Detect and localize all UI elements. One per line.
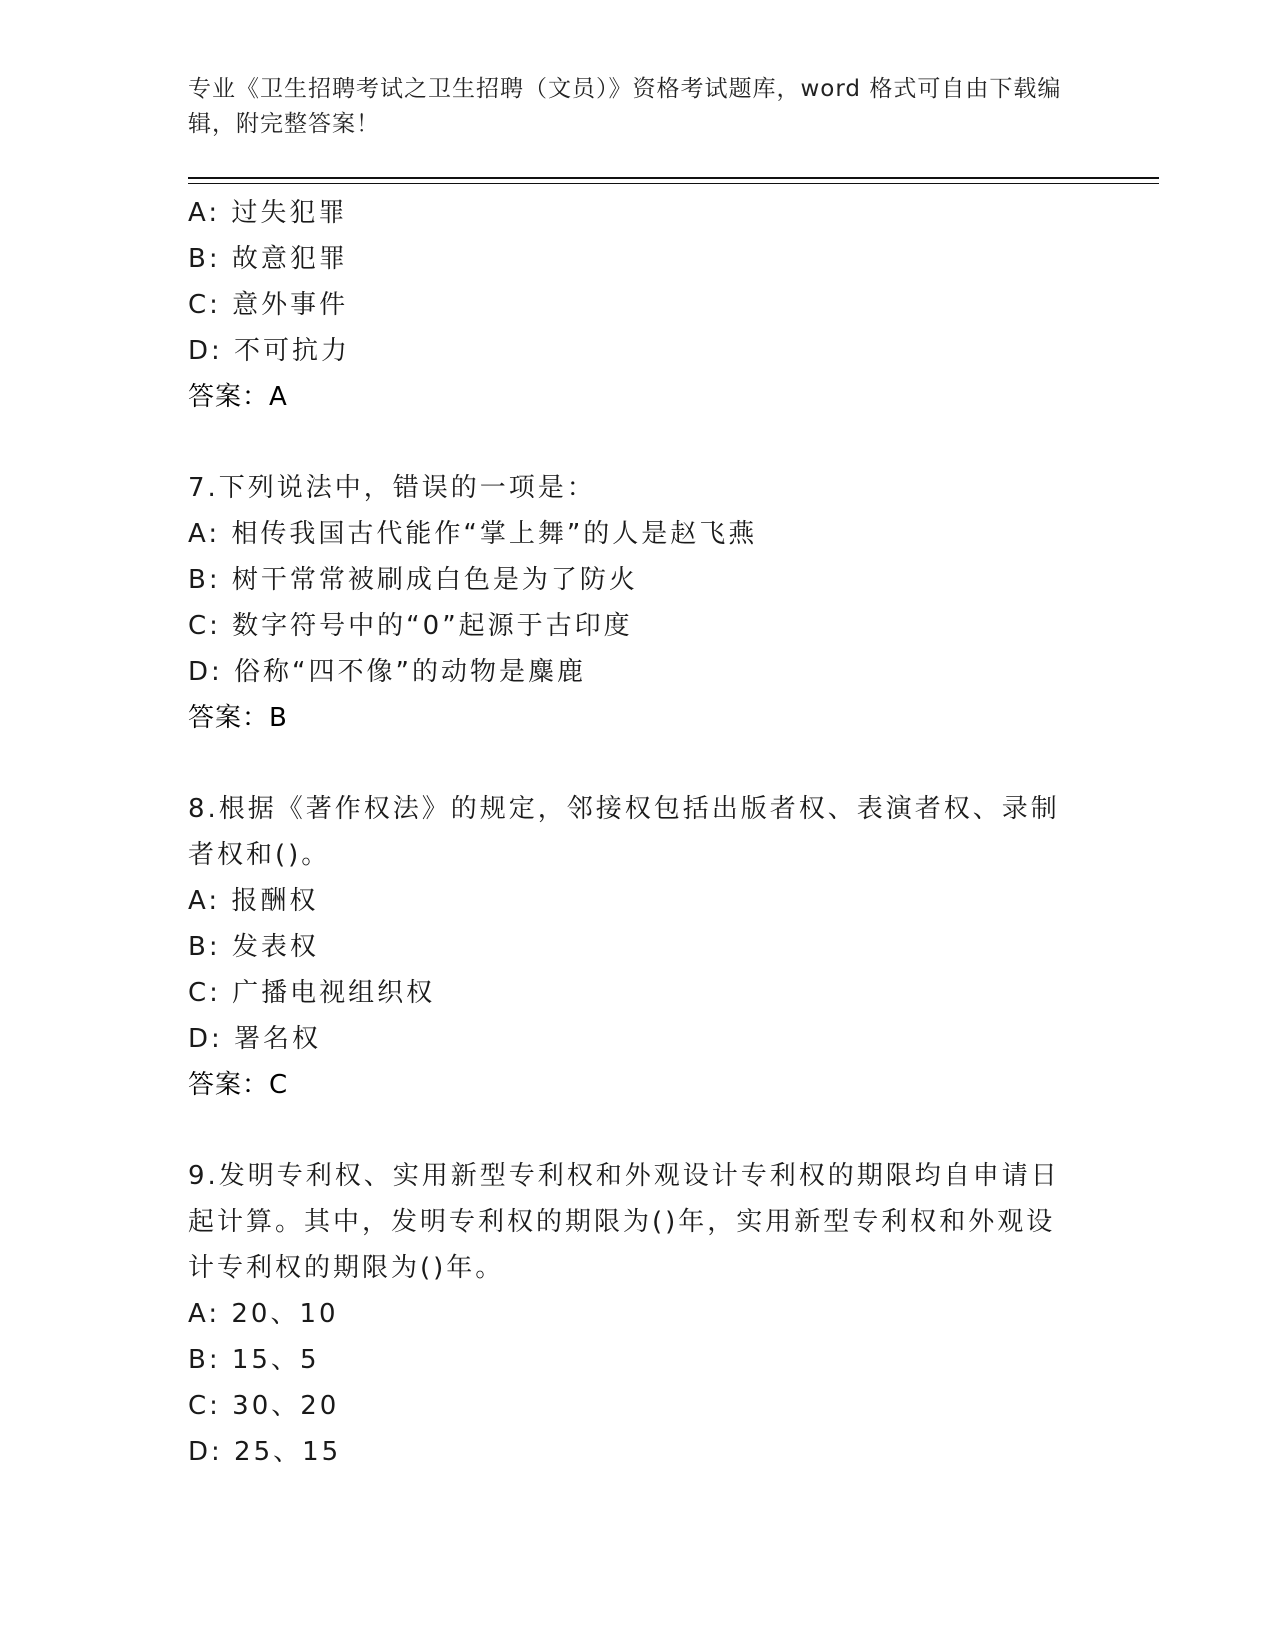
question-7 — [188, 465, 1088, 741]
option-d: D: 25、15 — [188, 1437, 342, 1467]
question-stem: 8.根据《著作权法》的规定，邻接权包括出版者权、表演者权、录制者权和()。 — [188, 794, 1060, 870]
header-divider-thin — [188, 183, 1159, 184]
answer-line: 答案：B — [188, 703, 288, 733]
option-c: C: 广播电视组织权 — [188, 978, 436, 1008]
option-a: A: 20、10 — [188, 1299, 339, 1329]
option-a: A: 过失犯罪 — [188, 198, 348, 228]
option-a: A: 相传我国古代能作“掌上舞”的人是赵飞燕 — [188, 519, 758, 549]
answer-line: 答案：A — [188, 382, 288, 412]
option-c: C: 意外事件 — [188, 290, 349, 320]
option-c: C: 数字符号中的“0”起源于古印度 — [188, 611, 633, 641]
document-header: 专业《卫生招聘考试之卫生招聘（文员）》资格考试题库，word 格式可自由下载编辑，附完整答案！ — [188, 76, 1062, 137]
option-d: D: 俗称“四不像”的动物是麋鹿 — [188, 657, 586, 687]
option-c: C: 30、20 — [188, 1391, 340, 1421]
option-b: B: 树干常常被刷成白色是为了防火 — [188, 565, 638, 595]
option-b: B: 发表权 — [188, 932, 319, 962]
option-b: B: 故意犯罪 — [188, 244, 348, 274]
question-list — [188, 190, 1088, 1475]
option-b: B: 15、5 — [188, 1345, 320, 1375]
option-a: A: 报酬权 — [188, 886, 319, 916]
question-8 — [188, 786, 1088, 1108]
header-divider-thick — [188, 177, 1159, 179]
answer-line: 答案：C — [188, 1070, 289, 1100]
option-d: D: 署名权 — [188, 1024, 322, 1054]
question-9 — [188, 1153, 1088, 1475]
question-6 — [188, 190, 1088, 420]
question-stem: 9.发明专利权、实用新型专利权和外观设计专利权的期限均自申请日起计算。其中，发明专利权的期限为()年，实用新型专利权和外观设计专利权的期限为()年。 — [188, 1161, 1060, 1283]
option-d: D: 不可抗力 — [188, 336, 351, 366]
question-stem: 7.下列说法中，错误的一项是： — [188, 473, 596, 503]
